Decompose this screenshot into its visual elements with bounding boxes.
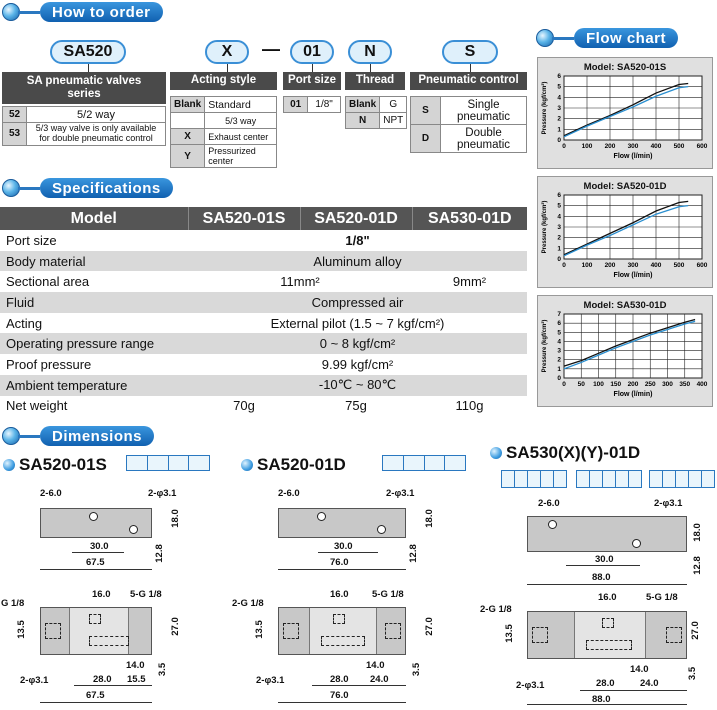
y-tick-label: 4 — [557, 213, 561, 221]
bullet-icon — [3, 459, 15, 471]
y-tick-label: 1 — [557, 365, 561, 373]
x-tick-label: 0 — [562, 381, 566, 388]
mount-hole-icon — [89, 512, 98, 521]
x-tick-label: 500 — [673, 262, 685, 269]
port-icon — [333, 614, 345, 624]
acting-table: Blank Standard 5/3 way X Exhaust center Y Pressurized center — [170, 96, 277, 168]
x-tick-label: 400 — [696, 381, 708, 388]
valve-top-view — [527, 516, 687, 552]
x-tick-label: 300 — [627, 262, 639, 269]
port-icon — [586, 640, 632, 650]
y-tick-label: 2 — [557, 115, 561, 123]
code-dash: — — [262, 39, 280, 59]
y-tick-label: 2 — [557, 234, 561, 242]
chart-plot — [538, 58, 714, 170]
y-tick-label: 0 — [557, 137, 561, 144]
valve-symbol-icon — [126, 455, 210, 471]
y-tick-label: 1 — [557, 245, 561, 253]
acting-header: Acting style — [170, 72, 277, 90]
x-tick-label: 0 — [562, 262, 566, 269]
spec-row: Ambient temperature -10℃ ~ 80℃ — [0, 375, 527, 396]
spec-row: Port size 1/8" — [6, 232, 370, 248]
y-tick-label: 4 — [557, 338, 561, 346]
chart-title: Model: SA530-01D — [583, 300, 667, 311]
code-control: S — [442, 40, 498, 64]
mount-hole-icon — [632, 539, 641, 548]
code-acting: X — [205, 40, 249, 64]
x-tick-label: 0 — [562, 143, 566, 150]
port-icon — [89, 636, 129, 646]
valve-symbol-icon — [501, 470, 567, 488]
y-tick-label: 3 — [557, 347, 561, 355]
dim-model-title-1: SA520-01S — [3, 455, 107, 475]
thread-header: Thread — [345, 72, 405, 90]
y-tick-label: 6 — [557, 73, 561, 80]
code-thread: N — [348, 40, 392, 64]
valve-symbol-icon — [649, 470, 715, 488]
valve-front-view — [40, 607, 152, 655]
spec-row: Fluid Compressed air — [0, 292, 527, 313]
flow-chart-title: Flow chart — [574, 28, 678, 48]
spec-row: Acting External pilot (1.5 ~ 7 kgf/cm²) — [6, 315, 445, 331]
specifications-table: Model SA520-01S SA520-01D SA530-01D Port size 1/8" Body material Aluminum alloy Sectional area 11mm² 9mm² Fluid Compressed air Acting External pilot (1.5 ~ 7 kgf/cm²) Operating pressure range 0 ~ 8 kgf/cm² Proof pressure 9.99 kgf/cm² Ambient temperature -10℃ ~ 80℃ Net weight 70g 75g 110g — [0, 207, 527, 416]
dimensions-title: Dimensions — [40, 426, 154, 446]
chart-title: Model: SA520-01D — [583, 181, 667, 192]
flow-chart-2 — [537, 176, 713, 288]
x-tick-label: 600 — [696, 262, 708, 269]
port-icon — [283, 623, 299, 639]
y-tick-label: 5 — [557, 329, 561, 337]
x-tick-label: 50 — [577, 381, 585, 388]
control-table: S Single pneumatic D Double pneumatic — [410, 96, 527, 153]
specifications-header — [2, 177, 173, 199]
x-tick-label: 400 — [650, 143, 662, 150]
bullet-icon — [490, 447, 502, 459]
port-icon — [385, 623, 401, 639]
flow-chart-1 — [537, 57, 713, 169]
y-axis-label: Pressure (kgf/cm²) — [542, 319, 548, 373]
y-tick-label: 0 — [557, 256, 561, 263]
x-tick-label: 100 — [581, 143, 593, 150]
x-axis-label: Flow (l/min) — [613, 391, 653, 398]
x-tick-label: 150 — [610, 381, 622, 388]
x-tick-label: 300 — [627, 143, 639, 150]
mount-hole-icon — [548, 520, 557, 529]
y-tick-label: 6 — [557, 320, 561, 328]
x-tick-label: 200 — [627, 381, 639, 388]
x-tick-label: 200 — [604, 143, 616, 150]
valve-front-view — [278, 607, 406, 655]
y-tick-label: 1 — [557, 126, 561, 134]
mount-hole-icon — [129, 525, 138, 534]
valve-top-view — [278, 508, 406, 538]
y-tick-label: 5 — [557, 202, 561, 210]
x-tick-label: 500 — [673, 143, 685, 150]
flow-chart-3 — [537, 295, 713, 407]
y-tick-label: 0 — [557, 375, 561, 382]
valve-top-view — [40, 508, 152, 538]
y-tick-label: 3 — [557, 105, 561, 112]
chart-plot — [538, 296, 714, 408]
port-icon — [45, 623, 61, 639]
how-to-order-title: How to order — [40, 2, 163, 22]
valve-symbol-icon — [576, 470, 642, 488]
x-tick-label: 100 — [581, 262, 593, 269]
x-tick-label: 200 — [604, 262, 616, 269]
flow-chart-header — [536, 27, 678, 49]
code-series: SA520 — [50, 40, 126, 64]
spec-row: Net weight 70g 75g 110g — [6, 398, 484, 414]
x-tick-label: 250 — [644, 381, 656, 388]
port-header: Port size — [283, 72, 341, 90]
spec-row: Body material Aluminum alloy — [0, 251, 527, 272]
port-icon — [532, 627, 548, 643]
x-axis-label: Flow (l/min) — [613, 272, 653, 279]
spec-row: Operating pressure range 0 ~ 8 kgf/cm² — [0, 333, 527, 354]
dimensions-header — [2, 425, 154, 447]
chart-plot — [538, 177, 714, 289]
x-tick-label: 400 — [650, 262, 662, 269]
port-icon — [321, 636, 365, 646]
mount-hole-icon — [317, 512, 326, 521]
code-port: 01 — [290, 40, 334, 64]
y-tick-label: 3 — [557, 224, 561, 231]
x-tick-label: 600 — [696, 143, 708, 150]
x-axis-label: Flow (l/min) — [613, 153, 653, 160]
port-icon — [89, 614, 101, 624]
x-tick-label: 100 — [593, 381, 604, 388]
port-icon — [666, 627, 682, 643]
y-tick-label: 2 — [557, 356, 561, 364]
mount-hole-icon — [377, 525, 386, 534]
port-icon — [602, 618, 614, 628]
valve-front-view — [527, 611, 687, 659]
x-tick-label: 350 — [679, 381, 691, 388]
specifications-title: Specifications — [40, 178, 173, 198]
y-tick-label: 7 — [557, 311, 561, 318]
series-table: 52 5/2 way 53 5/3 way valve is only available for double pneumatic control — [2, 106, 166, 146]
how-to-order-header — [2, 1, 163, 23]
thread-table: Blank G N NPT — [345, 96, 407, 129]
spec-row: Sectional area 11mm² 9mm² — [6, 274, 487, 290]
y-axis-label: Pressure (kgf/cm²) — [542, 81, 548, 135]
y-tick-label: 5 — [557, 83, 561, 91]
spec-row: Proof pressure 9.99 kgf/cm² — [6, 356, 394, 372]
chart-title: Model: SA520-01S — [583, 62, 667, 73]
control-header: Pneumatic control — [410, 72, 527, 90]
series-header: SA pneumatic valves series — [2, 72, 166, 104]
dim-model-title-2: SA520-01D — [241, 455, 346, 475]
valve-symbol-icon — [382, 455, 466, 471]
port-table: 01 1/8" — [283, 96, 341, 113]
y-tick-label: 4 — [557, 94, 561, 102]
bullet-icon — [241, 459, 253, 471]
x-tick-label: 300 — [662, 381, 673, 388]
dim-model-title-3: SA530(X)(Y)-01D — [490, 443, 640, 463]
y-axis-label: Pressure (kgf/cm²) — [542, 200, 548, 254]
y-tick-label: 6 — [557, 192, 561, 199]
